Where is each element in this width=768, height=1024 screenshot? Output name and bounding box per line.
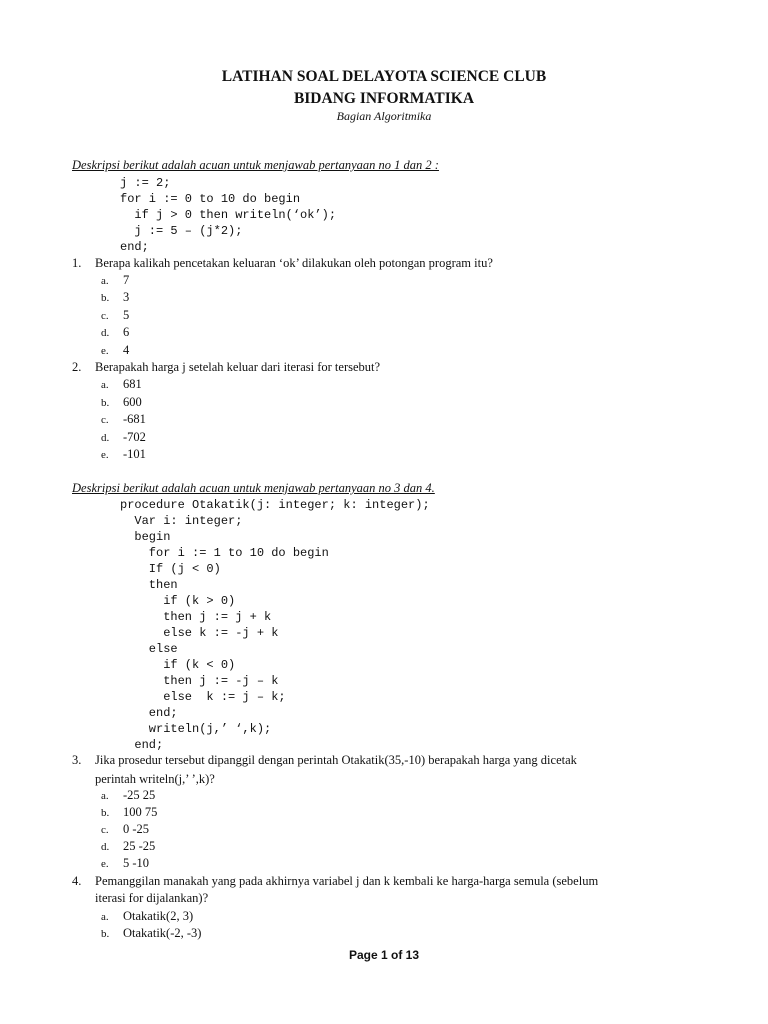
question-2 [72, 360, 380, 375]
section2-description: Deskripsi berikut adalah acuan untuk menjawab pertanyaan no 3 dan 4. [72, 481, 435, 495]
option-text: 3 [123, 290, 130, 304]
option-text: 4 [123, 343, 130, 357]
code-line: then j := -j – k [120, 674, 279, 688]
option-text: 25 -25 [123, 839, 156, 853]
code-line: j := 5 – (j*2); [120, 224, 243, 238]
question-4 [72, 874, 598, 889]
section1-description: Deskripsi berikut adalah acuan untuk menjawab pertanyaan no 1 dan 2 : [72, 158, 439, 172]
option-text: Otakatik(-2, -3) [123, 926, 202, 940]
code-line: end; [120, 706, 178, 720]
option-text: 681 [123, 377, 142, 391]
document-subject: BIDANG INFORMATIKA [293, 90, 475, 107]
code-line: If (j < 0) [120, 562, 221, 576]
option-2c [101, 412, 146, 427]
option-3c [101, 822, 149, 837]
question-text: Pemanggilan manakah yang pada akhirnya variabel j dan k kembali ke harga-harga semula (sebelum [95, 874, 599, 888]
option-text: -681 [123, 412, 146, 426]
code-line: writeln(j,’ ‘,k); [120, 722, 272, 736]
code-line: else k := j – k; [120, 690, 286, 704]
option-text: -101 [123, 447, 146, 461]
option-label: b. [101, 292, 110, 304]
document-title: LATIHAN SOAL DELAYOTA SCIENCE CLUB [221, 68, 547, 85]
option-text: -702 [123, 430, 146, 444]
option-2b [101, 395, 142, 410]
option-1a [101, 273, 129, 288]
option-label: c. [101, 414, 109, 426]
code-line: begin [120, 530, 171, 544]
code-line: if (k > 0) [120, 594, 236, 608]
code-line: end; [120, 738, 164, 752]
option-label: a. [101, 379, 109, 391]
option-label: b. [101, 397, 110, 409]
question-3 [72, 753, 577, 768]
option-text: 5 [123, 308, 130, 322]
option-text: -25 25 [123, 788, 156, 802]
option-label: e. [101, 449, 109, 461]
option-label: a. [101, 790, 109, 802]
option-2e [101, 447, 146, 462]
option-1b [101, 290, 129, 305]
question-4-continuation: iterasi for dijalankan)? [95, 891, 209, 905]
code-line: else [120, 642, 178, 656]
option-label: d. [101, 841, 110, 853]
code-line: j := 2; [120, 176, 171, 190]
question-3-continuation: perintah writeln(j,’ ’,k)? [95, 772, 215, 786]
question-number: 4. [72, 874, 82, 888]
option-3a [101, 788, 155, 803]
code-line: end; [120, 240, 149, 254]
option-label: b. [101, 928, 110, 940]
option-label: b. [101, 807, 110, 819]
option-label: a. [101, 911, 109, 923]
code-line: procedure Otakatik(j: integer; k: integer); [120, 498, 430, 512]
question-text: Jika prosedur tersebut dipanggil dengan perintah Otakatik(35,-10) berapakah harga yang dicetak [95, 753, 577, 767]
page-number: Page 1 of 13 [348, 948, 420, 962]
option-text: 600 [123, 395, 142, 409]
code-line: else k := -j + k [120, 626, 279, 640]
option-text: 7 [123, 273, 130, 287]
code-line: if j > 0 then writeln(‘ok’); [120, 208, 337, 222]
option-label: c. [101, 310, 109, 322]
question-text: Berapakah harga j setelah keluar dari iterasi for tersebut? [95, 360, 381, 374]
question-number: 1. [72, 256, 82, 270]
question-number: 2. [72, 360, 82, 374]
option-3e [101, 856, 149, 871]
question-number: 3. [72, 753, 82, 767]
option-1e [101, 343, 129, 358]
option-text: 5 -10 [123, 856, 150, 870]
option-2d [101, 430, 146, 445]
question-1 [72, 256, 493, 271]
option-text: Otakatik(2, 3) [123, 909, 194, 923]
option-2a [101, 377, 142, 392]
option-3d [101, 839, 155, 854]
option-label: e. [101, 345, 109, 357]
option-text: 0 -25 [123, 822, 150, 836]
option-label: c. [101, 824, 109, 836]
code-line: for i := 0 to 10 do begin [120, 192, 301, 206]
option-label: e. [101, 858, 109, 870]
code-line: then [120, 578, 178, 592]
option-1c [101, 308, 129, 323]
option-label: d. [101, 432, 110, 444]
question-text: Berapa kalikah pencetakan keluaran ‘ok’ dilakukan oleh potongan program itu? [95, 256, 493, 270]
option-4a [101, 909, 193, 924]
option-4b [101, 926, 201, 941]
code-line: if (k < 0) [120, 658, 236, 672]
option-3b [101, 805, 157, 820]
code-line: then j := j + k [120, 610, 272, 624]
document-subtitle: Bagian Algoritmika [336, 109, 432, 123]
option-text: 6 [123, 325, 130, 339]
code-line: for i := 1 to 10 do begin [120, 546, 329, 560]
option-label: a. [101, 275, 109, 287]
code-line: Var i: integer; [120, 514, 243, 528]
option-1d [101, 325, 129, 340]
option-text: 100 75 [123, 805, 158, 819]
option-label: d. [101, 327, 110, 339]
